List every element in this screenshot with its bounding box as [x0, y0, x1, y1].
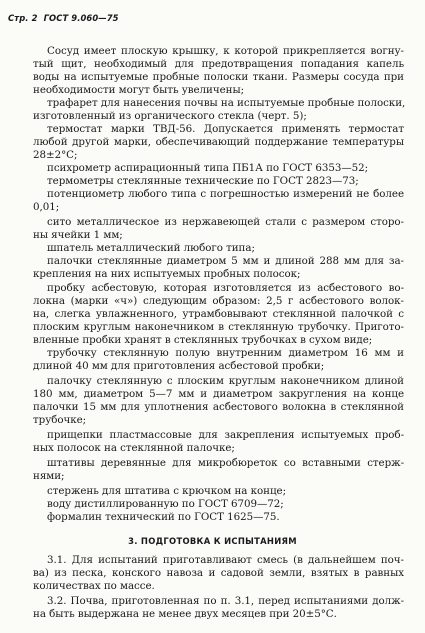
section-line: 3.1. Для испытаний приготавливают смесь (в дальнейшем поч- — [47, 554, 404, 566]
body-line: вленные пробки хранят в стеклянных трубочках в сухом виде; — [33, 334, 373, 346]
body-line: психрометр аспирационный типа ПБ1А по ГОСТ 6353—52; — [47, 162, 368, 174]
body-line: пробку асбестовую, которая изготовляется из асбестового во- — [47, 282, 404, 294]
body-line: нями; — [33, 470, 65, 482]
body-line: Сосуд имеет плоскую крышку, к которой прикрепляется вогну- — [47, 45, 404, 57]
section-line: 3.2. Почва, приготовленная по п. 3.1, перед испытаниями долж- — [47, 595, 404, 607]
body-line: тый щит, необходимый для предотвращения попадания капель — [33, 58, 404, 70]
body-line: воду дистиллированную по ГОСТ 6709—72; — [47, 498, 284, 510]
section-heading: 3. ПОДГОТОВКА К ИСПЫТАНИЯМ — [128, 536, 297, 546]
body-line: крепления на них испытуемых пробных полосок; — [33, 268, 301, 280]
body-line: палочки 15 мм для уплотнения асбестового волокна в стеклянной — [33, 401, 404, 413]
body-line: прищепки пластмассовые для закрепления испытуемых проб- — [47, 429, 404, 441]
section-line: ва) из песка, конского навоза и садовой земли, взятых в равных — [33, 567, 404, 579]
body-line: воды на испытуемые пробные полоски ткани. Размеры сосуда при — [33, 71, 404, 83]
body-line: локна (марки «ч») следующим образом: 2,5 г асбестового волок- — [33, 295, 404, 307]
body-line: длиной 40 мм для приготовления асбестовой пробки; — [33, 360, 325, 372]
body-line: термостат марки ТВД-56. Допускается применять термостат — [47, 123, 404, 135]
body-line: палочки стеклянные диаметром 5 мм и длиной 288 мм для за- — [47, 255, 404, 267]
body-line: трафарет для нанесения почвы на испытуемые пробные полоски, — [47, 97, 406, 109]
body-line: 28±2°С; — [33, 149, 78, 161]
body-line: любой другой марки, обеспечивающий поддержание температуры — [33, 136, 404, 148]
body-line: потенциометр любого типа с погрешностью измерений не более — [47, 188, 404, 200]
body-line: формалин технический по ГОСТ 1625—75. — [47, 511, 280, 523]
standard-code: ГОСТ 9.060—75 — [43, 13, 119, 23]
body-line: термометры стеклянные технические по ГОСТ 2823—73; — [47, 175, 359, 187]
body-line: трубочку стеклянную полую внутренним диаметром 16 мм и — [47, 347, 404, 359]
page-header — [8, 13, 122, 23]
body-line: штативы деревянные для микробюреток со вставными стерж- — [47, 457, 404, 469]
section-line: на быть выдержана не менее двух месяцев при 20±5°С. — [33, 608, 337, 620]
body-line: палочку стеклянную с плоским круглым наконечником длиной — [47, 375, 404, 387]
body-line: необходимости могут быть увеличены; — [33, 84, 245, 96]
body-line: на, слегка увлажненного, утрамбовывают стеклянной палочкой с — [33, 308, 404, 320]
body-line: 180 мм, диаметром 5—7 мм и диаметром закругления на конце — [33, 388, 404, 400]
body-line: ных полосок на стеклянной палочке; — [33, 442, 235, 454]
body-line: 0,01; — [33, 201, 60, 213]
section-line: количествах по массе. — [33, 580, 155, 592]
body-line: плоским круглым наконечником в стеклянную трубочку. Пригото- — [33, 321, 404, 333]
body-line: трубочке; — [33, 414, 87, 426]
body-line: шпатель металлический любого типа; — [47, 242, 255, 254]
body-line: сито металлическое из нержавеющей стали с размером сторо- — [47, 216, 404, 228]
body-line: ны ячейки 1 мм; — [33, 229, 123, 241]
page-number: Стр. 2 — [8, 13, 38, 23]
body-line: изготовленный из органического стекла (черт. 5); — [33, 110, 307, 122]
body-line: стержень для штатива с крючком на конце; — [47, 485, 286, 497]
